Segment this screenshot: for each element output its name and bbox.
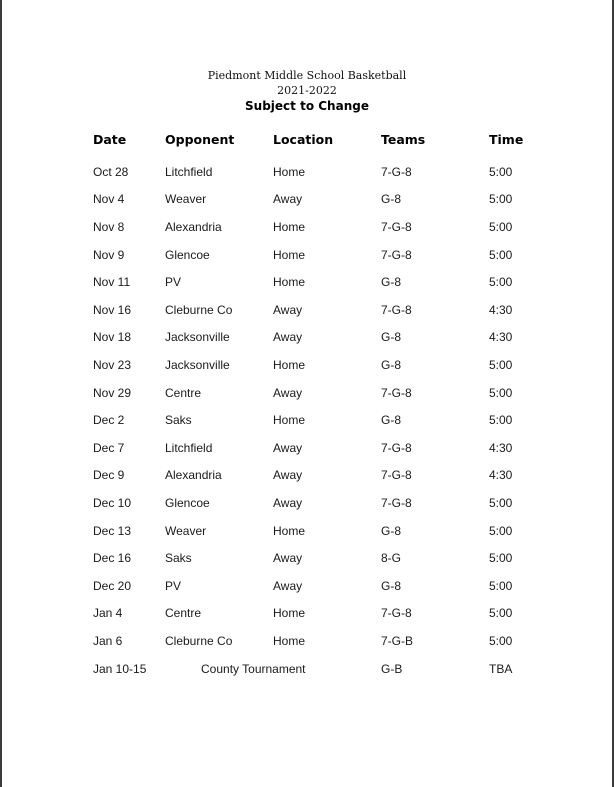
game-time: 4:30 bbox=[489, 330, 513, 344]
game-location: Home bbox=[273, 606, 306, 620]
game-opponent: Alexandria bbox=[165, 220, 222, 234]
game-teams: 7-G-B bbox=[381, 634, 414, 648]
column-header-location: Location bbox=[273, 132, 334, 147]
game-teams: 8-G bbox=[381, 551, 402, 565]
game-date: Dec 7 bbox=[93, 441, 125, 455]
game-teams: 7-G-8 bbox=[381, 441, 412, 455]
game-location: Home bbox=[273, 165, 306, 179]
game-date: Dec 2 bbox=[93, 413, 125, 427]
game-teams: 7-G-8 bbox=[381, 248, 412, 262]
tournament-time: TBA bbox=[489, 662, 513, 676]
game-opponent: Glencoe bbox=[165, 496, 210, 510]
game-teams: 7-G-8 bbox=[381, 606, 412, 620]
game-date: Nov 9 bbox=[93, 248, 125, 262]
game-date: Dec 9 bbox=[93, 468, 125, 482]
game-date: Dec 13 bbox=[93, 524, 132, 538]
game-opponent: Saks bbox=[165, 551, 192, 565]
tournament-teams: G-B bbox=[381, 662, 403, 676]
game-date: Nov 18 bbox=[93, 330, 132, 344]
game-location: Home bbox=[273, 524, 306, 538]
game-time: 5:00 bbox=[489, 220, 513, 234]
game-teams: G-8 bbox=[381, 330, 402, 344]
game-date: Dec 16 bbox=[93, 551, 132, 565]
game-location: Home bbox=[273, 275, 306, 289]
game-opponent: Weaver bbox=[165, 192, 207, 206]
game-date: Nov 8 bbox=[93, 220, 125, 234]
document-header bbox=[2, 68, 612, 115]
game-opponent: Centre bbox=[165, 606, 202, 620]
game-opponent: PV bbox=[165, 275, 182, 289]
game-teams: 7-G-8 bbox=[381, 468, 412, 482]
game-time: 4:30 bbox=[489, 441, 513, 455]
column-header-teams: Teams bbox=[381, 132, 426, 147]
game-time: 5:00 bbox=[489, 496, 513, 510]
game-time: 5:00 bbox=[489, 165, 513, 179]
game-opponent: Litchfield bbox=[165, 165, 213, 179]
game-time: 5:00 bbox=[489, 634, 513, 648]
game-location: Away bbox=[273, 386, 303, 400]
column-header-date: Date bbox=[93, 132, 127, 147]
game-location: Away bbox=[273, 441, 303, 455]
game-date: Dec 10 bbox=[93, 496, 132, 510]
game-time: 4:30 bbox=[489, 303, 513, 317]
game-time: 5:00 bbox=[489, 358, 513, 372]
game-teams: 7-G-8 bbox=[381, 303, 412, 317]
column-header-time: Time bbox=[489, 132, 524, 147]
game-teams: G-8 bbox=[381, 192, 402, 206]
game-teams: 7-G-8 bbox=[381, 386, 412, 400]
game-location: Home bbox=[273, 634, 306, 648]
game-location: Away bbox=[273, 192, 303, 206]
game-opponent: Cleburne Co bbox=[165, 634, 233, 648]
game-location: Home bbox=[273, 220, 306, 234]
game-location: Away bbox=[273, 303, 303, 317]
game-location: Away bbox=[273, 496, 303, 510]
game-time: 5:00 bbox=[489, 413, 513, 427]
game-teams: G-8 bbox=[381, 579, 402, 593]
game-opponent: Jacksonville bbox=[165, 330, 230, 344]
game-location: Home bbox=[273, 248, 306, 262]
game-opponent: Weaver bbox=[165, 524, 207, 538]
game-opponent: PV bbox=[165, 579, 182, 593]
game-date: Dec 20 bbox=[93, 579, 132, 593]
game-location: Away bbox=[273, 579, 303, 593]
game-date: Oct 28 bbox=[93, 165, 129, 179]
game-date: Nov 4 bbox=[93, 192, 125, 206]
game-time: 4:30 bbox=[489, 468, 513, 482]
disclaimer-subtitle: Subject to Change bbox=[245, 99, 369, 113]
game-date: Jan 4 bbox=[93, 606, 123, 620]
game-opponent: Glencoe bbox=[165, 248, 210, 262]
tournament-event: County Tournament bbox=[201, 662, 306, 676]
game-opponent: Cleburne Co bbox=[165, 303, 233, 317]
game-teams: 7-G-8 bbox=[381, 165, 412, 179]
game-time: 5:00 bbox=[489, 386, 513, 400]
game-teams: G-8 bbox=[381, 413, 402, 427]
game-time: 5:00 bbox=[489, 192, 513, 206]
game-date: Nov 29 bbox=[93, 386, 132, 400]
game-location: Away bbox=[273, 551, 303, 565]
game-time: 5:00 bbox=[489, 524, 513, 538]
game-location: Away bbox=[273, 330, 303, 344]
game-location: Home bbox=[273, 358, 306, 372]
game-opponent: Saks bbox=[165, 413, 192, 427]
game-teams: G-8 bbox=[381, 358, 402, 372]
game-date: Nov 23 bbox=[93, 358, 132, 372]
game-teams: 7-G-8 bbox=[381, 220, 412, 234]
game-time: 5:00 bbox=[489, 579, 513, 593]
game-teams: G-8 bbox=[381, 275, 402, 289]
game-time: 5:00 bbox=[489, 248, 513, 262]
game-opponent: Litchfield bbox=[165, 441, 213, 455]
game-time: 5:00 bbox=[489, 275, 513, 289]
school-title: Piedmont Middle School Basketball bbox=[207, 69, 407, 82]
game-opponent: Centre bbox=[165, 386, 202, 400]
game-time: 5:00 bbox=[489, 606, 513, 620]
game-date: Nov 16 bbox=[93, 303, 132, 317]
game-date: Jan 6 bbox=[93, 634, 123, 648]
game-teams: G-8 bbox=[381, 524, 402, 538]
game-date: Nov 11 bbox=[93, 275, 131, 289]
tournament-date: Jan 10-15 bbox=[93, 662, 147, 676]
season-label: 2021-2022 bbox=[277, 84, 337, 97]
game-teams: 7-G-8 bbox=[381, 496, 412, 510]
game-location: Home bbox=[273, 413, 306, 427]
game-time: 5:00 bbox=[489, 551, 513, 565]
game-opponent: Jacksonville bbox=[165, 358, 230, 372]
game-opponent: Alexandria bbox=[165, 468, 222, 482]
column-header-opponent: Opponent bbox=[165, 132, 235, 147]
game-location: Away bbox=[273, 468, 303, 482]
